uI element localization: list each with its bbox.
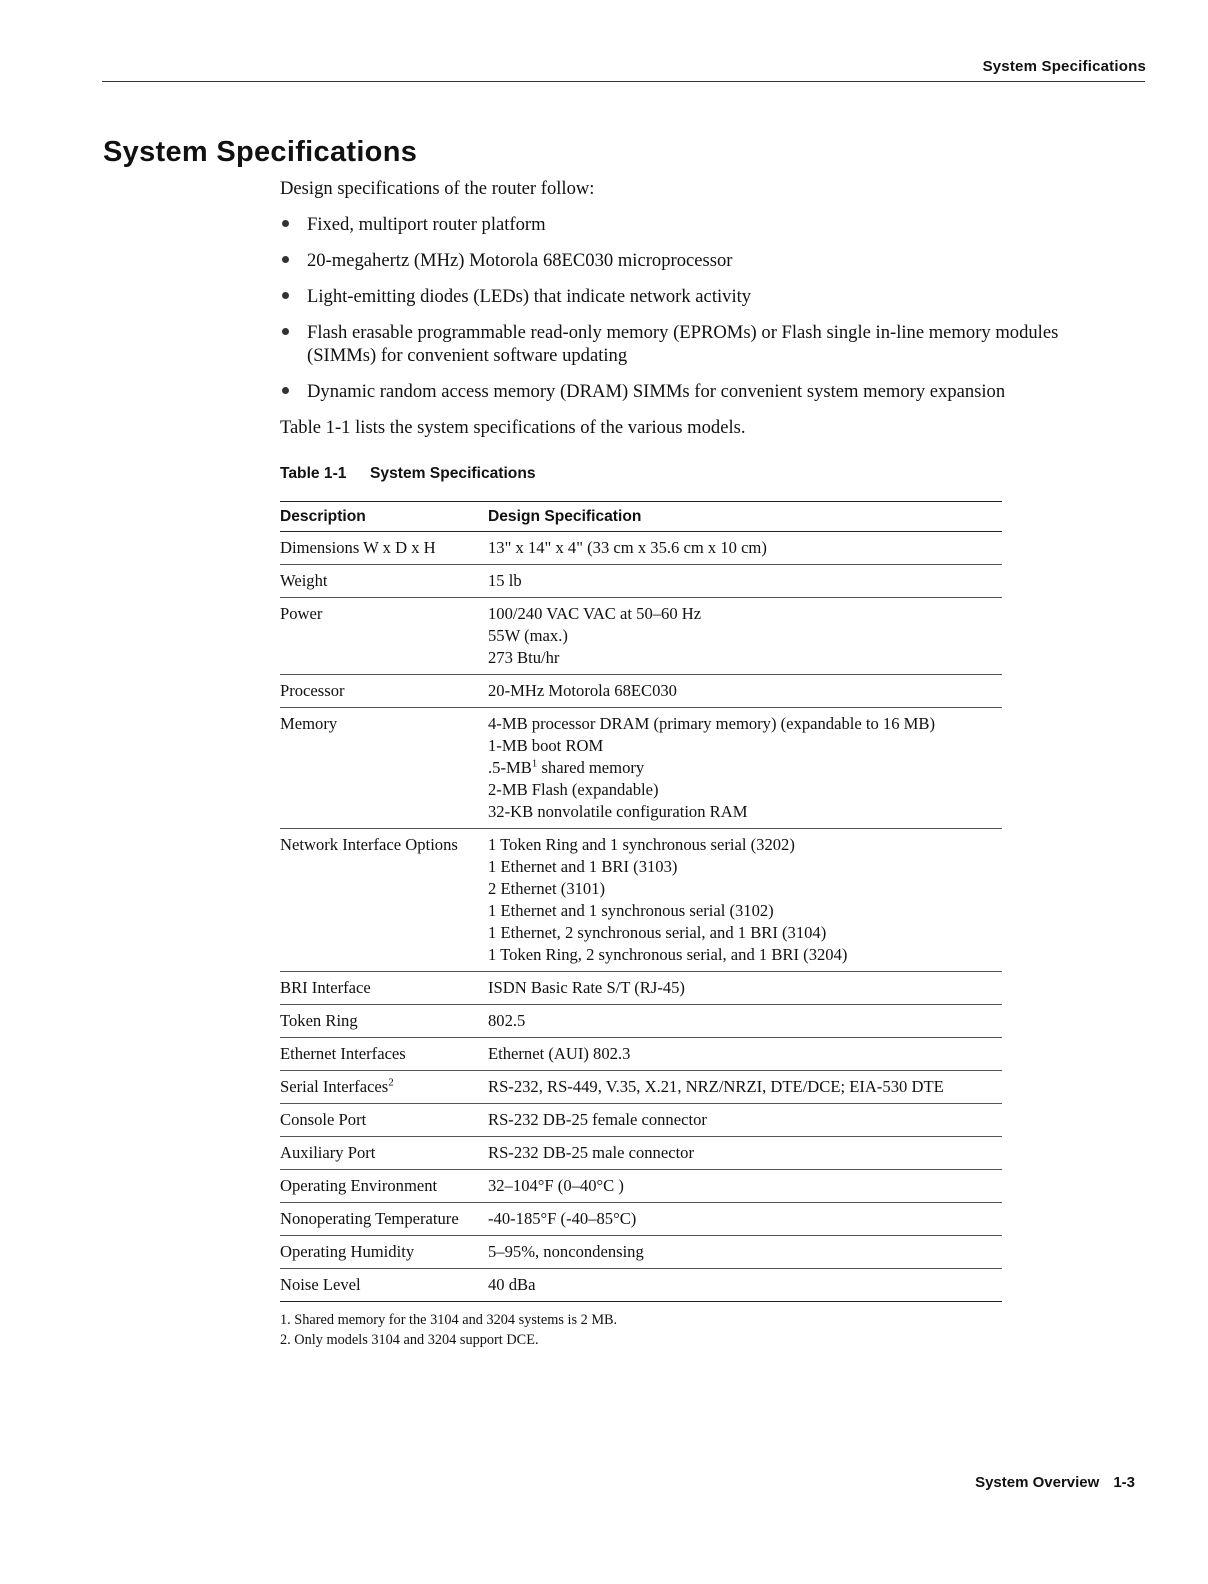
- table-row: Weight 15 lb: [280, 565, 1002, 598]
- table-row: Serial Interfaces$^2$ RS-232, RS-449, V.35, X.21, NRZ/NRZI, DTE/DCE; EIA-530 DTE: [280, 1071, 1002, 1104]
- bullet-icon: [282, 220, 289, 227]
- spec-bullet-list: [280, 213, 1080, 403]
- shared-memory-line: $.5-MB^1$ shared memory: [488, 757, 645, 777]
- footnote-1: 1. Shared memory for the 3104 and 3204 systems is 2 MB.: [280, 1312, 618, 1328]
- bullet-item: 20-megahertz (MHz) Motorola 68EC030 microprocessor: [280, 249, 1080, 272]
- table-row: Operating Environment 32–104°F (0–40°C ): [280, 1170, 1002, 1203]
- main-content: [280, 177, 1080, 1350]
- footnote-ref-1: 1: [531, 757, 538, 770]
- page-title: System Specifications: [103, 136, 418, 168]
- table-caption: [280, 465, 1080, 483]
- header-rule: [102, 81, 1145, 82]
- bullet-item: Light-emitting diodes (LEDs) that indicate network activity: [280, 285, 1080, 308]
- table-row: BRI Interface ISDN Basic Rate S/T (RJ-45): [280, 972, 1002, 1005]
- footer-section: System Overview: [975, 1474, 1100, 1491]
- table-caption-number: Table 1-1: [280, 465, 347, 482]
- table-row: Ethernet Interfaces Ethernet (AUI) 802.3: [280, 1038, 1002, 1071]
- bullet-icon: [282, 292, 289, 299]
- table-row: Auxiliary Port RS-232 DB-25 male connector: [280, 1137, 1002, 1170]
- table-row: Memory 4-MB processor DRAM (primary memory) (expandable to 16 MB) 1-MB boot ROM $.5-MB^1$ shared memory 2-MB Flash (expandable) 32-KB nonvolatile configuration RAM: [280, 708, 1002, 829]
- table-row: Dimensions W x D x H 13" x 14" x 4" (33 cm x 35.6 cm x 10 cm): [280, 532, 1002, 565]
- table-reference-paragraph: Table 1-1 lists the system specifications of the various models.: [280, 417, 746, 438]
- bullet-icon: [282, 387, 289, 394]
- table-row: Power 100/240 VAC VAC at 50–60 Hz 55W (max.) 273 Btu/hr: [280, 598, 1002, 675]
- spec-table: [280, 501, 1002, 1302]
- bullet-icon: [282, 256, 289, 263]
- table-row: Noise Level 40 dBa: [280, 1275, 536, 1294]
- table-footnotes: [280, 1310, 1080, 1350]
- table-header-row: [280, 502, 1002, 532]
- running-footer: [975, 1474, 1135, 1491]
- table-row: Processor 20-MHz Motorola 68EC030: [280, 675, 1002, 708]
- table-row: Operating Humidity 5–95%, noncondensing: [280, 1236, 1002, 1269]
- table-row: Console Port RS-232 DB-25 female connector: [280, 1104, 1002, 1137]
- intro-paragraph: Design specifications of the router follow:: [280, 178, 595, 199]
- bullet-item: Fixed, multiport router platform: [280, 213, 1080, 236]
- column-header-description: Description: [280, 502, 488, 532]
- page-number: 1-3: [1113, 1474, 1135, 1491]
- footnote-2: 2. Only models 3104 and 3204 support DCE.: [280, 1332, 539, 1348]
- bullet-item: Flash erasable programmable read-only memory (EPROMs) or Flash single in-line memory modules (SIMMs) for convenient software updating: [280, 321, 1080, 367]
- column-header-spec: Design Specification: [488, 502, 1002, 532]
- bullet-icon: [282, 328, 289, 335]
- bullet-item: Dynamic random access memory (DRAM) SIMMs for convenient system memory expansion: [280, 380, 1080, 403]
- footnote-ref-2: 2: [388, 1076, 394, 1089]
- table-caption-title: System Specifications: [370, 465, 536, 482]
- table-row: Token Ring 802.5: [280, 1005, 1002, 1038]
- running-header: System Specifications: [982, 58, 1146, 75]
- table-row: Network Interface Options 1 Token Ring and 1 synchronous serial (3202) 1 Ethernet and 1 BRI (3103) 2 Ethernet (3101) 1 Ethernet and 1 synchronous serial (3102) 1 Ethernet, 2 synchronous serial, and 1 BRI (3104) 1 Token Ring, 2 synchronous serial, and 1 BRI (3204): [280, 829, 1002, 972]
- table-row: Nonoperating Temperature -40-185°F (-40–85°C): [280, 1203, 1002, 1236]
